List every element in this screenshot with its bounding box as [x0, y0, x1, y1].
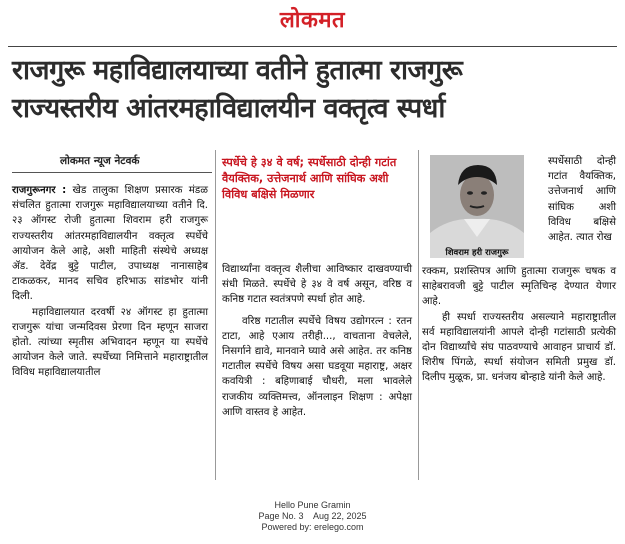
paragraph: ही स्पर्धा राज्यस्तरीय असल्याने महाराष्ट्रातील सर्व महाविद्यालयांनी आपले दोन्ही गटांसाठी प्रत्येकी दोन विद्यार्थ्यांचे संघ पाठवण्याचे आवाहन प्राचार्य डॉ. शिरीष पिंगळे, स्पर्धा संयोजन समिती प्रमुख डॉ. दिलीप मुळूक, प्रा. धनंजय बोन्हाडे यांनी केले आहे. — [422, 311, 616, 384]
headline — [12, 52, 612, 128]
portrait-photo — [430, 155, 524, 258]
photo-caption: शिवराम हरी राजगुरू — [445, 248, 509, 258]
paragraph: विद्यार्थ्यांना वक्तृत्व शैलीचा आविष्कार दाखवण्याची संधी मिळते. स्पर्धेचे हे ३४ वे वर्ष असून, वरिष्ठ व कनिष्ठ गटात स्वतंत्रपणे स्पर्धा होत आहे. — [222, 264, 412, 306]
paragraph: महाविद्यालयात दरवर्षी २४ ऑगस्ट हा हुतात्मा राजगुरू यांचा जन्मदिवस प्रेरणा दिन म्हणून साजरा होतो. त्यांच्या स्मृतीस अभिवादन म्हणून या स्पर्धेचे आयोजन केले जाते. स्पर्धेच्या निमित्ताने महाराष्ट्रातील विविध महाविद्यालयातील — [12, 306, 208, 379]
newspaper-masthead: लोकमत — [279, 7, 346, 33]
footer-powered-by: Powered by: erelego.com — [261, 522, 364, 532]
article-column-3 — [422, 264, 616, 386]
article-column-2 — [222, 262, 412, 420]
article-column-1 — [12, 183, 208, 381]
paragraph — [12, 183, 208, 305]
byline: लोकमत न्यूज नेटवर्क — [60, 155, 140, 167]
highlight-box: स्पर्धेचे हे ३४ वे वर्ष; स्पर्धेसाठी दोन्ही गटांत वैयक्तिक, उत्तेजनार्थ आणि सांघिक अशी विविध बक्षिसे मिळणार — [222, 156, 397, 201]
headline-line-2: राज्यस्तरीय आंतरमहाविद्यालयीन वक्तृत्व स्पर्धा — [12, 93, 445, 124]
footer-page-date: Page No. 3 Aug 22, 2025 — [258, 511, 367, 521]
paragraph-text: खेड तालुका शिक्षण प्रसारक मंडळ संचलित हुतात्मा राजगुरू महाविद्यालयाच्या वतीने दि. २३ ऑगस्ट रोजी हुतात्मा शिवराम हरी राजगुरू राज्यस्तरीय आंतरमहाविद्यालयीन वक्तृत्व स्पर्धेचे आयोजन केले आहे, अशी माहिती संस्थेचे अध्यक्ष ॲड. देवेंद्र बुट्टे पाटील, उपाध्यक्ष नानासाहेब टाकळकर, मानद सचिव हरिभाऊ सांडभोर यांनी दिली. — [12, 185, 209, 303]
article-column-3-top: स्पर्धेसाठी दोन्ही गटांत वैयक्तिक, उत्तेजनार्थ आणि सांघिक अशी विविध बक्षिसे आहेत. त्यात रोख — [548, 156, 616, 244]
dateline: राजगुरूनगर : — [12, 185, 67, 196]
page-footer — [0, 500, 625, 533]
top-divider — [8, 46, 617, 47]
portrait-image-icon — [430, 155, 524, 258]
byline-divider — [12, 172, 212, 173]
headline-line-1: राजगुरू महाविद्यालयाच्या वतीने हुतात्मा राजगुरू — [12, 55, 463, 86]
paragraph: रक्कम, प्रशस्तिपत्र आणि हुतात्मा राजगुरू चषक व साहेबरावजी बुट्टे पाटील स्मृतिचिन्ह देण्यात येणार आहे. — [422, 266, 616, 308]
column-divider — [215, 150, 216, 480]
paragraph: वरिष्ठ गटातील स्पर्धेचे विषय उद्योगरत्न : रतन टाटा, आहे एआय तरीही..., वाचताना वेचलेले, निसर्गाने द्यावे, मानवाने घ्यावे असे आहेत. तर कनिष्ठ गटातील स्पर्धेचे विषय असा घडवूया महाराष्ट्र, अक्षर कवयित्री : बहिणाबाई चौधरी, मला भावलेले राजकीय व्यक्तिमत्त्व, ऑनलाइन शिक्षण : अपेक्षा आणि वास्तव हे आहेत. — [222, 315, 412, 418]
column-divider — [418, 150, 419, 480]
footer-edition: Hello Pune Gramin — [274, 500, 351, 510]
